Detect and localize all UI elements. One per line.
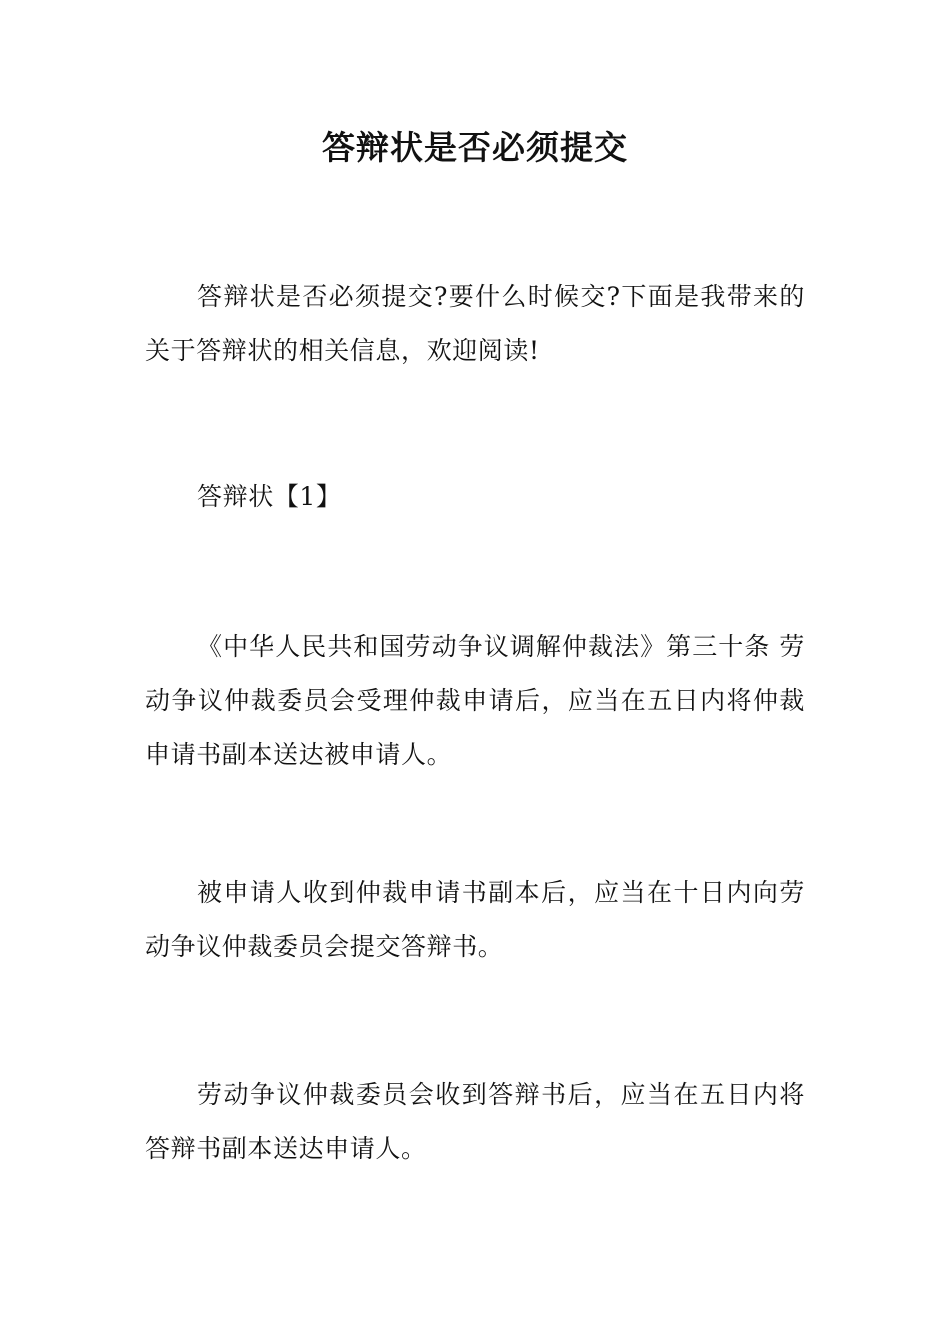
- committee-paragraph: 劳动争议仲裁委员会收到答辩书后，应当在五日内将答辩书副本送达申请人。: [145, 1080, 805, 1163]
- respondent-paragraph: 被申请人收到仲裁申请书副本后，应当在十日内向劳动争议仲裁委员会提交答辩书。: [145, 878, 805, 961]
- intro-paragraph: 答辩状是否必须提交?要什么时候交?下面是我带来的关于答辩状的相关信息，欢迎阅读!: [145, 282, 805, 365]
- section-heading: 答辩状【1】: [197, 482, 342, 511]
- law-article-paragraph: 《中华人民共和国劳动争议调解仲裁法》第三十条 劳动争议仲裁委员会受理仲裁申请后，应当在五日内将仲裁申请书副本送达被申请人。: [145, 632, 805, 769]
- document-title: 答辩状是否必须提交: [322, 128, 628, 167]
